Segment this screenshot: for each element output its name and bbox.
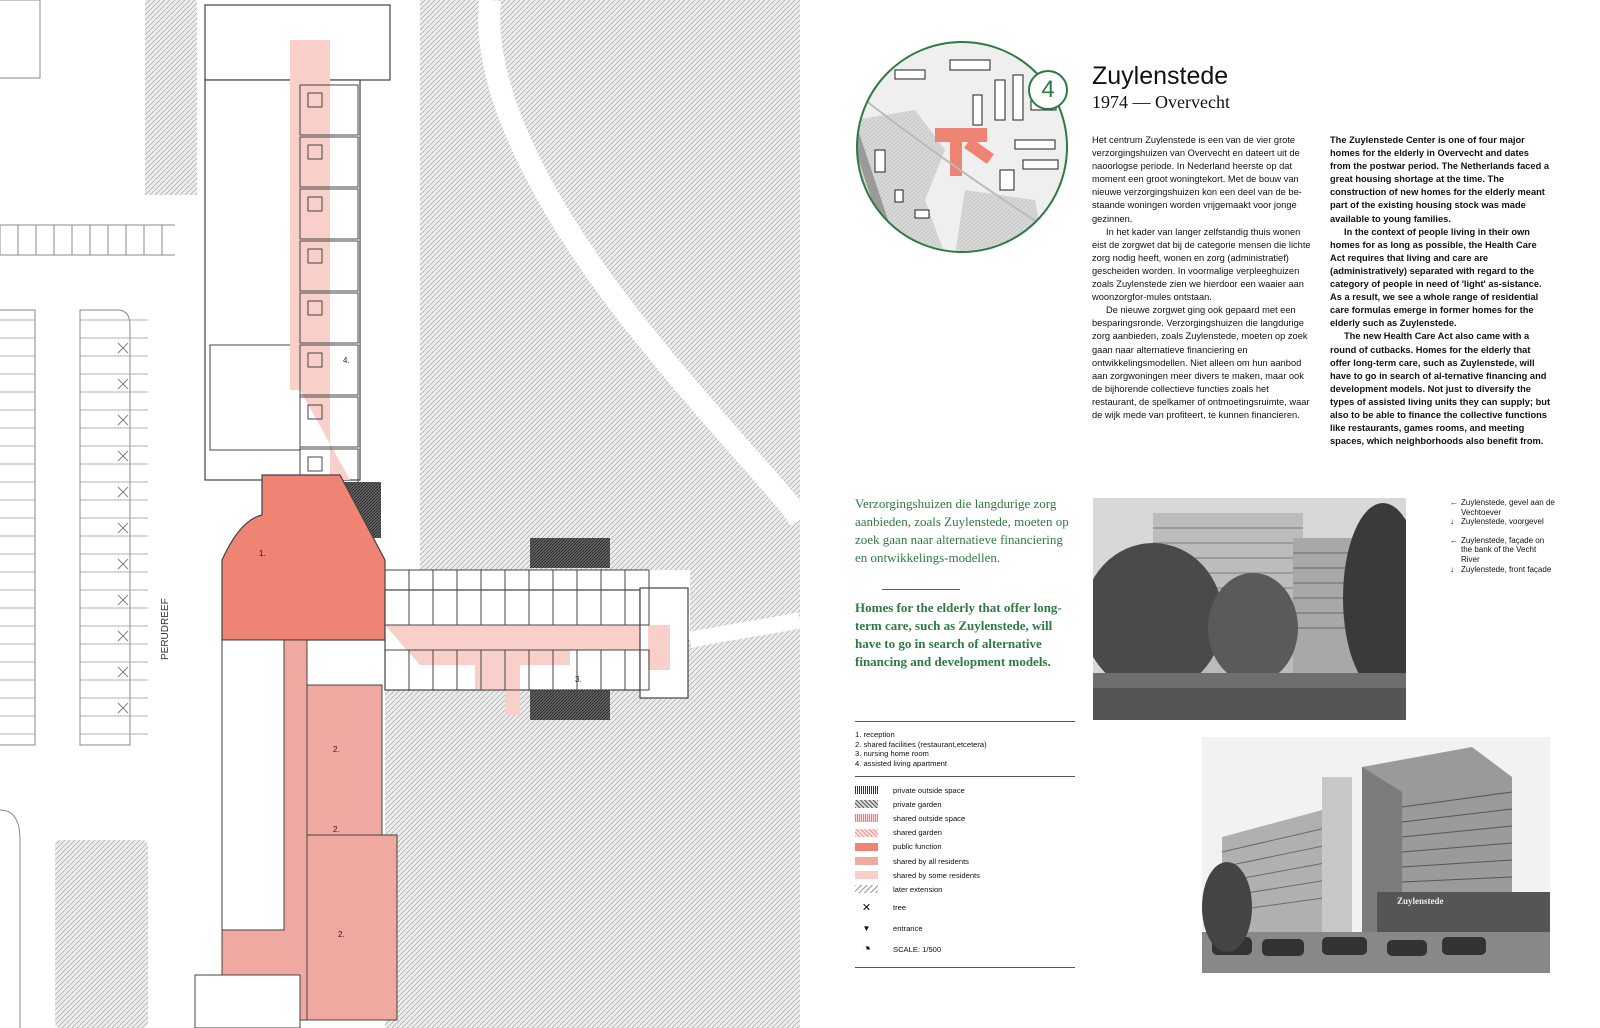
street-label: PERUDREEF bbox=[160, 598, 171, 660]
section-number-badge: 4 bbox=[1028, 70, 1068, 110]
swatch-private-outside bbox=[855, 786, 878, 794]
room-label-4: 4. bbox=[343, 356, 350, 365]
nl-paragraph-2: In het kader van langer zelfstandig thuis wonen eist de zorgwet dat bij de categorie mensen die lichte zorg nodig heeft, wonen en zorg (administratief) gescheiden worden. In voormalige verpleeghuizen zoals Zuylenstede zien we hierdoor een waaier aan woonzorgfor-mules ontstaan. bbox=[1092, 226, 1311, 303]
body-text-english bbox=[1330, 134, 1552, 448]
en-paragraph-3: The new Health Care Act also came with a round of cutbacks. Homes for the elderly that offer long-term care, such as Zuylenstede, will have to go in search of al-ternative financing and development models. Not just to diversify the types of assisted living units they can supply; but also to be able to finance the collective functions like restaurants, games rooms, and meeting spaces, which neighborhoods also benefit from. bbox=[1330, 331, 1551, 447]
photo-captions bbox=[1450, 498, 1555, 574]
swatch-private-garden bbox=[855, 800, 878, 808]
pull-quote-dutch: Verzorgingshuizen die langdurige zorg aanbieden, zoals Zuylenstede, moeten op zoek gaan naar alternatieve financiering en ontwikkelings-modellen. bbox=[855, 496, 1069, 565]
photo-front-facade bbox=[1202, 737, 1550, 973]
legend-item-shared-facilities: 2. shared facilities (restaurant,etcetera) bbox=[855, 739, 987, 749]
swatch-later-extension bbox=[855, 885, 878, 893]
pull-quote-english: Homes for the elderly that offer long-term care, such as Zuylenstede, will have to go in search of alternative financing and development models. bbox=[855, 600, 1062, 669]
swatch-shared-some bbox=[855, 871, 878, 879]
legend-entrance: ▼ entrance bbox=[855, 919, 1075, 939]
legend-public-function: public function bbox=[855, 840, 1075, 854]
room-label-2a: 2. bbox=[333, 745, 340, 754]
swatch-public-function bbox=[855, 843, 878, 851]
nl-paragraph-3: De nieuwe zorgwet ging ook gepaard met een besparingsronde. Verzorgingshuizen die langdurige zorg aanbieden, zoals Zuylenstede, moeten op zoek gaan naar alternatieve financiering en ontwikkelingsmodellen. Niet alleen om hun aanbod aan zorgwoningen meer divers te maken, maar ook de bijhorende collectieve functies zoals het restaurant, de spelkamer of ontmoetingsruimte, waar de wijk mede van profiteert, te kunnen financieren. bbox=[1092, 305, 1310, 420]
body-text-dutch bbox=[1092, 134, 1314, 422]
legend-private-garden: private garden bbox=[855, 797, 1075, 811]
grass-bottom-left bbox=[55, 840, 148, 1028]
scale-icon: ◔ bbox=[861, 940, 872, 958]
caption-3: ← Zuylenstede, façade on the bank of the Vecht River bbox=[1450, 535, 1545, 564]
legend-scale: ◔ SCALE: 1/500 bbox=[855, 939, 1075, 961]
legend-numbered-list bbox=[855, 722, 1075, 776]
legend-shared-all: shared by all residents bbox=[855, 854, 1075, 868]
legend-shared-garden: shared garden bbox=[855, 826, 1075, 840]
plan-legend bbox=[855, 721, 1075, 968]
swatch-shared-outside bbox=[855, 814, 878, 822]
room-label-2b: 2. bbox=[333, 825, 340, 834]
caption-1: ← Zuylenstede, gevel aan de Vechtoever bbox=[1450, 498, 1555, 517]
page-subtitle: 1974 — Overvecht bbox=[1092, 92, 1230, 112]
quote-divider bbox=[882, 589, 960, 590]
swatch-shared-all bbox=[855, 857, 878, 865]
legend-shared-some: shared by some residents bbox=[855, 868, 1075, 882]
caption-4: ↓ Zuylenstede, front façade bbox=[1450, 564, 1552, 574]
room-label-2c: 2. bbox=[338, 930, 345, 939]
room-label-3: 3. bbox=[575, 675, 582, 684]
legend-item-assisted-living: 4. assisted living apartment bbox=[855, 758, 948, 768]
legend-later-extension: later extension bbox=[855, 882, 1075, 896]
legend-item-nursing-room: 3. nursing home room bbox=[855, 749, 929, 758]
legend-item-reception: 1. reception bbox=[855, 730, 895, 739]
building-sign: Zuylenstede bbox=[1397, 896, 1444, 906]
page-title: Zuylenstede bbox=[1092, 62, 1229, 90]
room-label-1: 1. bbox=[259, 549, 266, 558]
en-paragraph-1: The Zuylenstede Center is one of four major homes for the elderly in Overvecht and dates from the postwar period. The Netherlands faced a great housing shortage at the time. The construction of new homes for the elderly meant part of the existing housing stock was made available to young families. bbox=[1330, 135, 1550, 224]
grass-strip-top bbox=[145, 0, 197, 195]
entrance-icon: ▼ bbox=[862, 924, 871, 933]
legend-shared-outside-space: shared outside space bbox=[855, 811, 1075, 825]
legend-tree: ✕ tree bbox=[855, 897, 1075, 919]
photo-riverside-facade bbox=[1093, 498, 1406, 720]
legend-private-outside-space: private outside space bbox=[855, 783, 1075, 797]
tree-icon: ✕ bbox=[861, 902, 872, 914]
en-paragraph-2: In the context of people living in their own homes for as long as possible, the Health Care Act requires that living and care are (administratively) separated with regard to the category of people in need of 'light' as-sistance. As a result, we see a whole range of residential care formulas emerge in former homes for the elderly such as Zuylenstede. bbox=[1330, 226, 1542, 329]
swatch-shared-garden bbox=[855, 829, 878, 837]
caption-2: ↓ Zuylenstede, voorgevel bbox=[1450, 517, 1544, 527]
nl-paragraph-1: Het centrum Zuylenstede is een van de vier grote verzorgingshuizen van Overvecht en dateert uit de naoorlogse periode. In Nederland heerste op dat moment een groot woningtekort. Met de bouw van nieuwe verzorgingshuizen kon een deel van de be-staande woningen worden vrijgemaakt voor jonge gezinnen. bbox=[1092, 135, 1302, 224]
